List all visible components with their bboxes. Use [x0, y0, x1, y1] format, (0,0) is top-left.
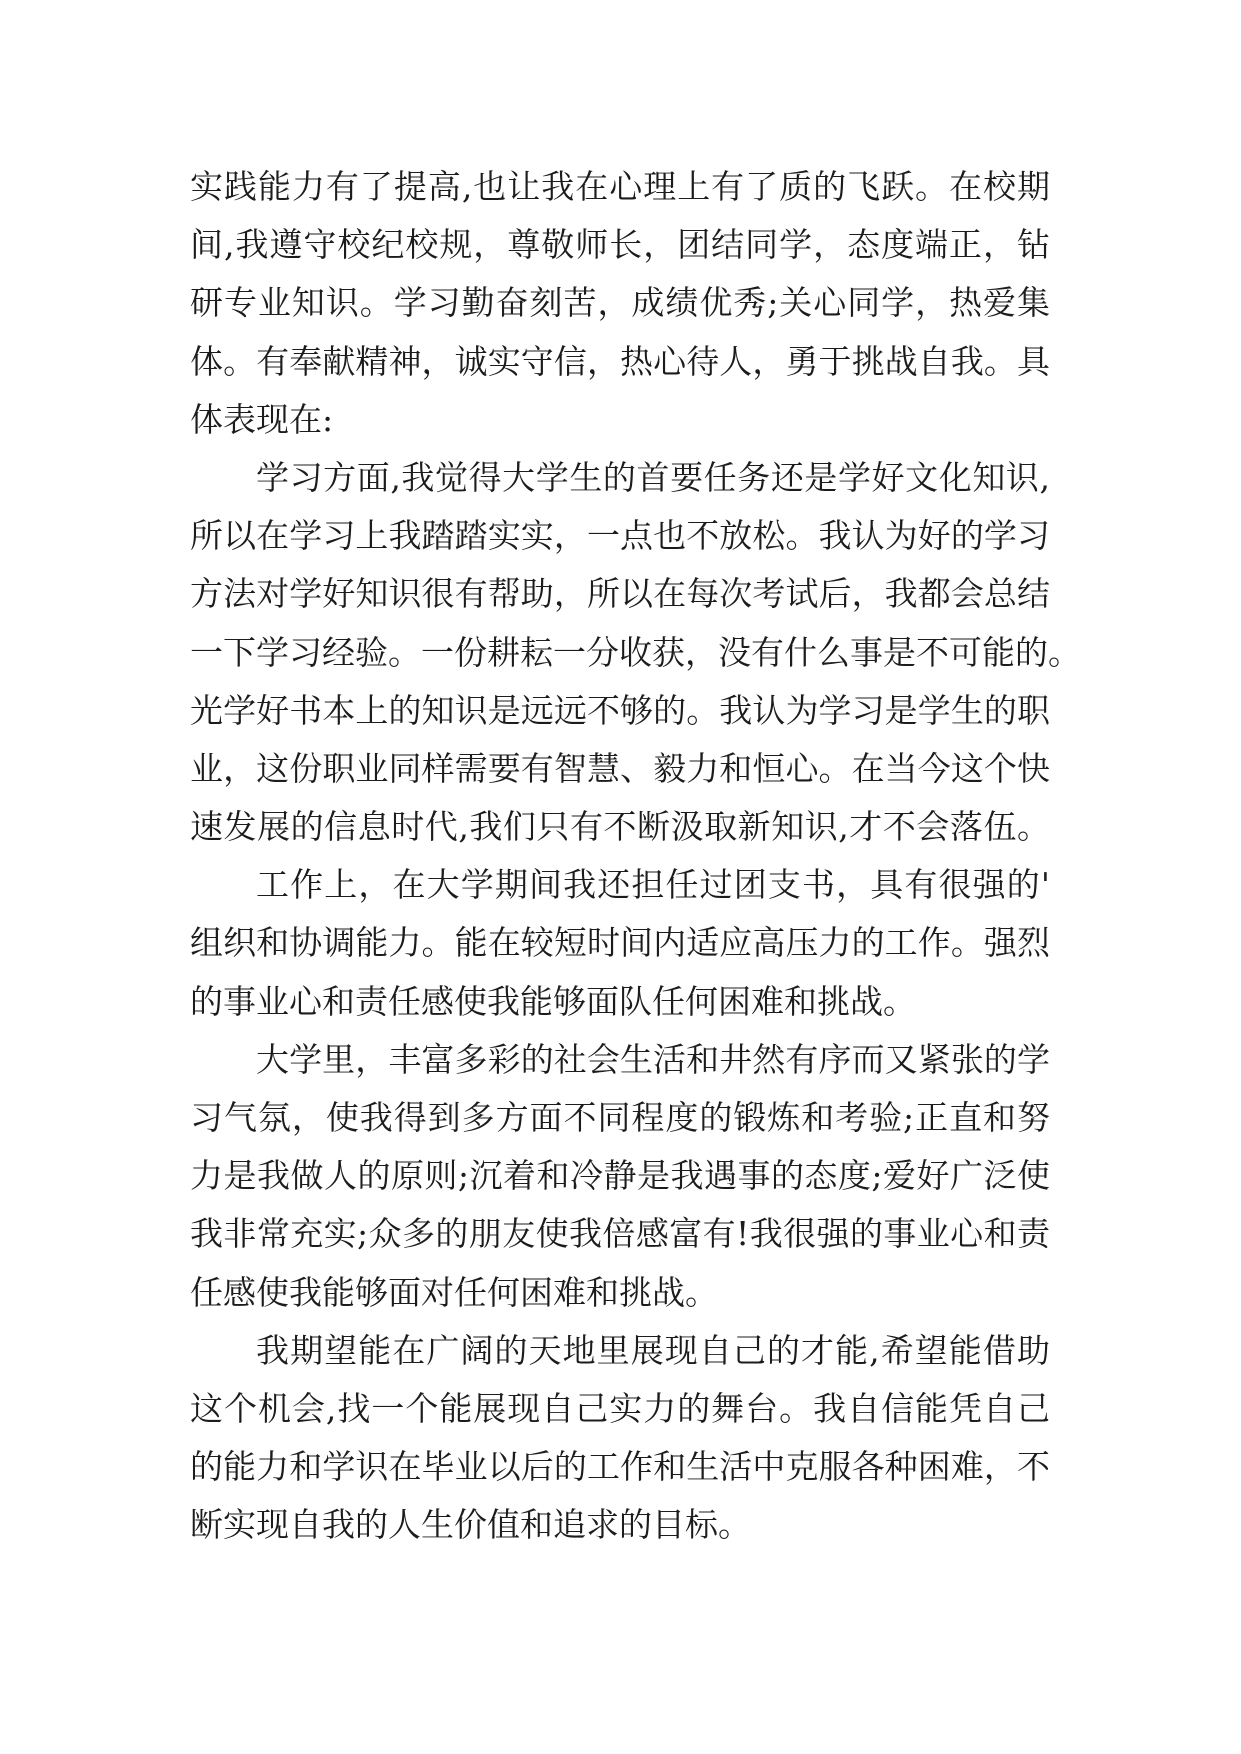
text-line: 任感使我能够面对任何困难和挑战。 [190, 1272, 718, 1312]
text-line: 一下学习经验。一份耕耘一分收获，没有什么事是不可能的。 [190, 632, 1081, 672]
text-line: 断实现自我的人生价值和追求的目标。 [190, 1505, 751, 1545]
text-line: 的能力和学识在毕业以后的工作和生活中克服各种困难，不 [190, 1447, 1050, 1487]
text-line: 方法对学好知识很有帮助，所以在每次考试后，我都会总结 [190, 574, 1050, 614]
text-line: 我非常充实;众多的朋友使我倍感富有!我很强的事业心和责 [190, 1214, 1050, 1254]
text-line: 习气氛，使我得到多方面不同程度的锻炼和考验;正直和努 [190, 1098, 1050, 1137]
text-line: 所以在学习上我踏踏实实，一点也不放松。我认为好的学习 [190, 516, 1050, 556]
text-line: 间,我遵守校纪校规，尊敬师长，团结同学，态度端正，钻 [190, 225, 1050, 265]
text-line: 光学好书本上的知识是远远不够的。我认为学习是学生的职 [190, 690, 1050, 730]
text-line: 速发展的信息时代,我们只有不断汲取新知识,才不会落伍。 [190, 807, 1050, 847]
text-line: 工作上，在大学期间我还担任过团支书，具有很强的' [256, 865, 1050, 905]
text-line: 实践能力有了提高,也让我在心理上有了质的飞跃。在校期 [190, 167, 1050, 206]
text-line: 我期望能在广阔的天地里展现自己的才能,希望能借助 [256, 1330, 1050, 1370]
text-line: 业，这份职业同样需要有智慧、毅力和恒心。在当今这个快 [190, 748, 1050, 788]
text-line: 力是我做人的原则;沉着和冷静是我遇事的态度;爱好广泛使 [190, 1156, 1050, 1196]
text-line: 体。有奉献精神，诚实守信，热心待人，勇于挑战自我。具 [190, 341, 1050, 381]
text-line: 学习方面,我觉得大学生的首要任务还是学好文化知识, [256, 457, 1050, 497]
text-line: 组织和协调能力。能在较短时间内适应高压力的工作。强烈 [190, 923, 1050, 963]
text-line: 研专业知识。学习勤奋刻苦，成绩优秀;关心同学，热爱集 [190, 283, 1050, 323]
text-line: 的事业心和责任感使我能够面队任何困难和挑战。 [190, 981, 916, 1021]
document-body [190, 158, 1081, 1555]
text-line: 大学里，丰富多彩的社会生活和井然有序而又紧张的学 [256, 1039, 1050, 1079]
text-line: 这个机会,找一个能展现自己实力的舞台。我自信能凭自己 [190, 1388, 1050, 1428]
text-line: 体表现在: [190, 399, 334, 439]
